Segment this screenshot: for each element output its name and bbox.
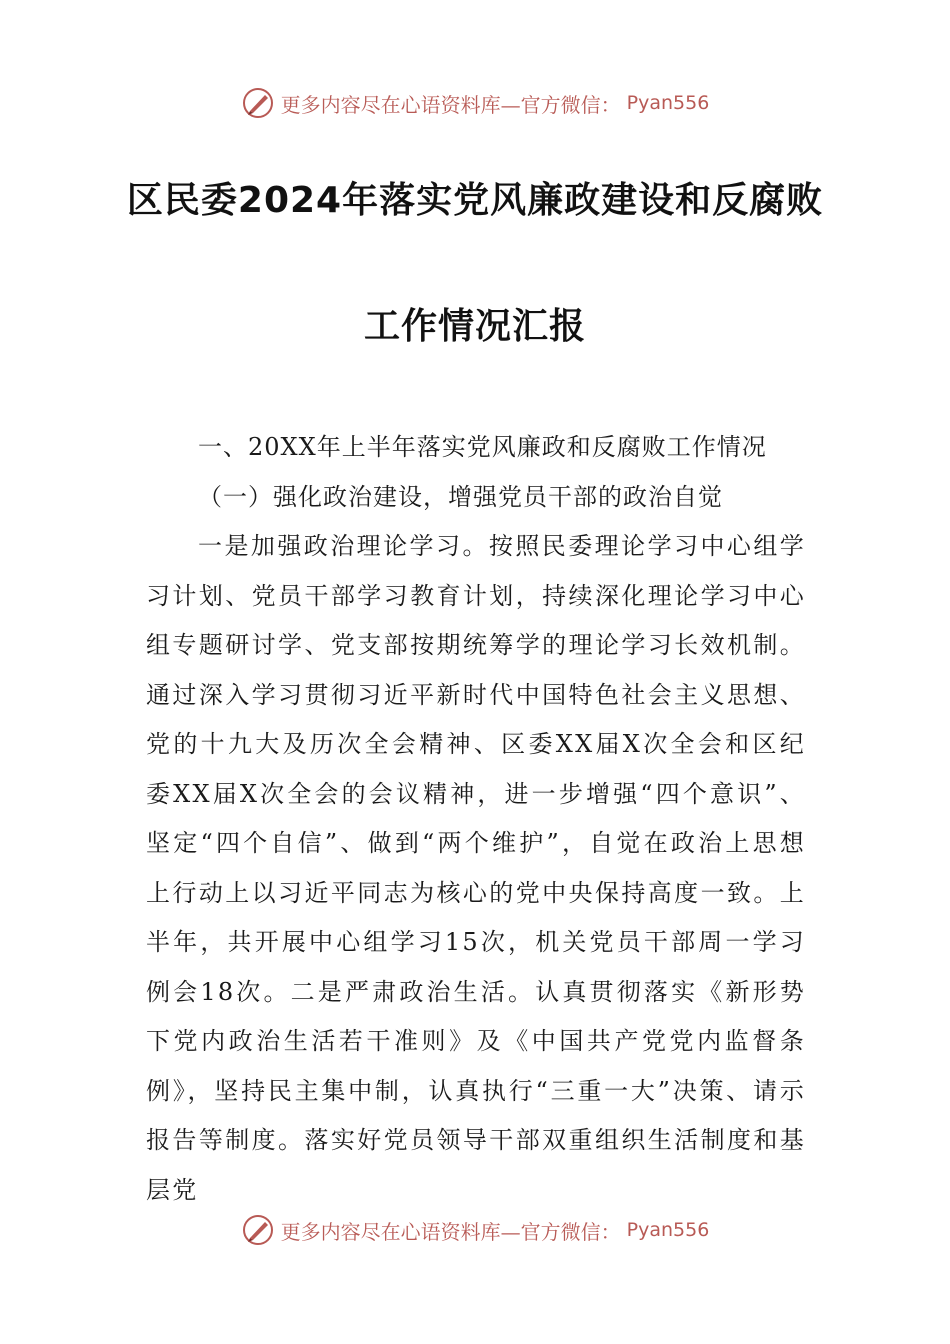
- pen-logo-icon: [241, 1213, 275, 1247]
- watermark-banner-bottom: [0, 1208, 950, 1252]
- pen-logo-icon: [241, 86, 275, 120]
- section-heading: 一、20XX年上半年落实党风廉政和反腐败工作情况: [198, 433, 767, 461]
- body-paragraph: 一是加强政治理论学习。按照民委理论学习中心组学习计划、党员干部学习教育计划，持续深化理论学习中心组专题研讨学、党支部按期统筹学的理论学习长效机制。通过深入学习贯彻习近平新时代中国特色社会主义思想、党的十九大及历次全会精神、区委XX届X次全会和区纪委XX届X次全会的会议精神，进一步增强“四个意识”、坚定“四个自信”、做到“两个维护”，自觉在政治上思想上行动上以习近平同志为核心的党中央保持高度一致。上半年，共开展中心组学习15次，机关党员干部周一学习例会18次。二是严肃政治生活。认真贯彻落实《新形势下党内政治生活若干准则》及《中国共产党党内监督条例》，坚持民主集中制，认真执行“三重一大”决策、请示报告等制度。落实好党员领导干部双重组织生活制度和基层党: [146, 532, 806, 1204]
- watermark-text: 更多内容尽在心语资料库—官方微信：: [280, 92, 621, 117]
- watermark-text: 更多内容尽在心语资料库—官方微信：: [280, 1219, 621, 1244]
- watermark-wechat-id: Pyan556: [626, 92, 710, 114]
- watermark-wechat-id: Pyan556: [626, 1219, 710, 1241]
- subsection-heading: （一）强化政治建设，增强党员干部的政治自觉: [198, 483, 723, 511]
- watermark-banner-top: [0, 81, 950, 125]
- document-title-line-1: 区民委2024年落实党风廉政建设和反腐败: [126, 180, 824, 221]
- document-title-line-2: 工作情况汇报: [363, 306, 586, 347]
- document-body: [146, 422, 806, 1215]
